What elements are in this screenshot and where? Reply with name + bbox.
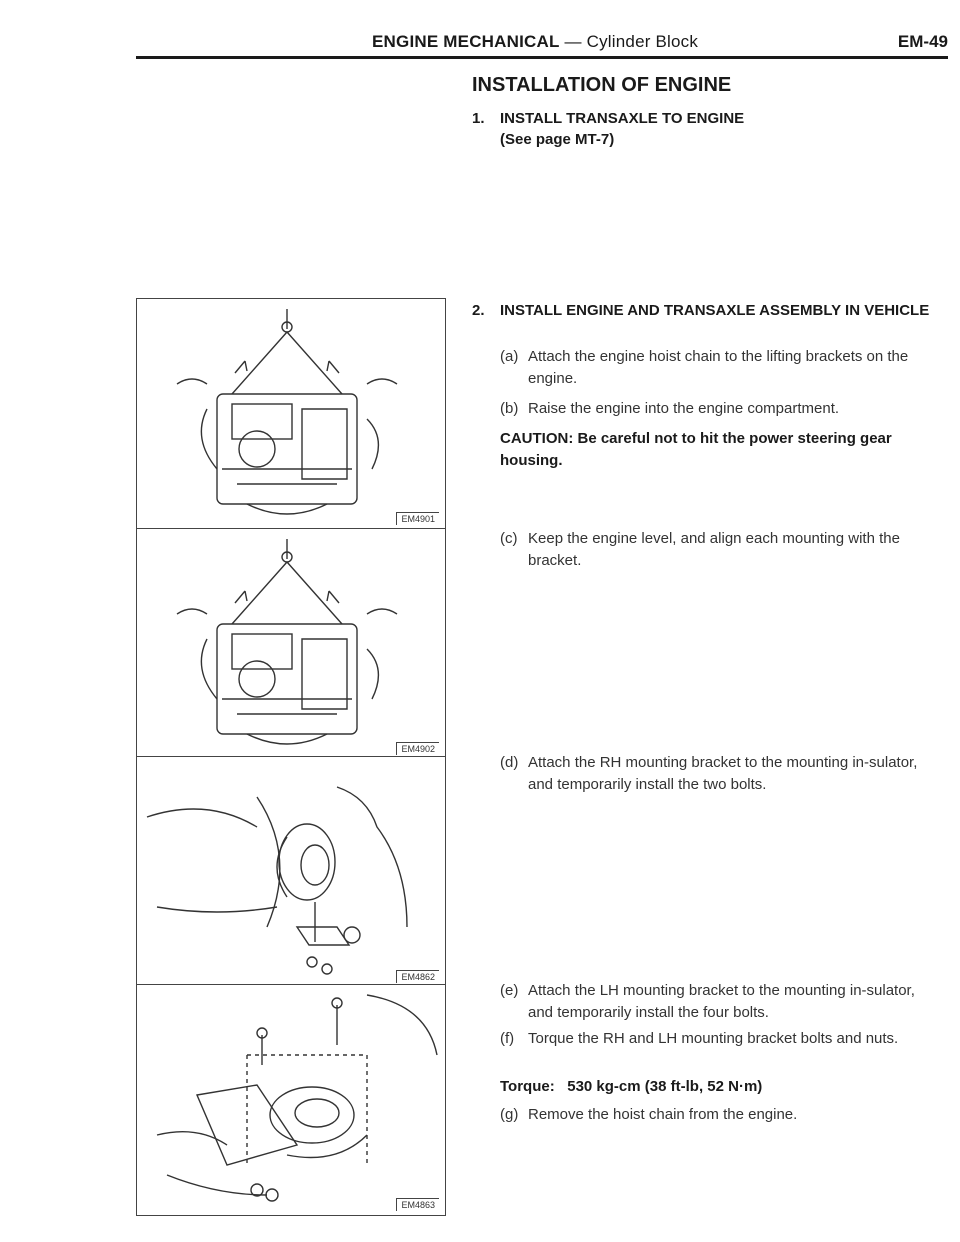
rh-mounting-illustration (137, 757, 445, 987)
step-1-line2: (See page MT-7) (500, 131, 615, 148)
step-1-number: 1. (472, 110, 485, 127)
substep-g-text: Remove the hoist chain from the engine. (528, 1106, 798, 1123)
substep-d-label: (d) (500, 754, 519, 771)
page-header (136, 28, 948, 58)
page-number: EM-49 (897, 32, 948, 51)
torque-value: 530 kg-cm (38 ft-lb, 52 N·m) (567, 1078, 763, 1095)
substep-e-label: (e) (500, 982, 519, 999)
substep-e-text: Attach the LH mounting bracket to the mounting in-sulator, and temporarily install the four bolts. (528, 982, 915, 1021)
caution-text: Be careful not to hit the power steering gear housing. (500, 430, 892, 469)
figure-lh-mount (136, 984, 446, 1216)
engine-hoist-illustration (137, 299, 445, 529)
page-title: INSTALLATION OF ENGINE (472, 74, 732, 96)
section-title-bold: ENGINE MECHANICAL (372, 32, 560, 51)
substep-c-text: Keep the engine level, and align each mounting with the bracket. (528, 530, 900, 569)
section-title-rest: — Cylinder Block (559, 32, 699, 51)
torque-label: Torque: (500, 1078, 555, 1095)
figure-rh-mount (136, 756, 446, 988)
step-1-line1: INSTALL TRANSAXLE TO ENGINE (500, 110, 745, 127)
step-1-text (500, 108, 950, 150)
substep-a-label: (a) (500, 348, 519, 365)
substep-b-label: (b) (500, 400, 519, 417)
substep-b-text: Raise the engine into the engine compartment. (528, 400, 840, 417)
figure-code: EM4862 (396, 970, 439, 983)
engine-hoist-illustration (137, 529, 445, 759)
figure-code: EM4902 (396, 742, 439, 755)
lh-mounting-illustration (137, 985, 445, 1215)
substep-a-text: Attach the engine hoist chain to the lifting brackets on the engine. (528, 348, 909, 387)
caution-note (500, 428, 945, 472)
figure-engine-hoist-2 (136, 528, 446, 760)
substep-d-text: Attach the RH mounting bracket to the mounting in-sulator, and temporarily install the two bolts. (528, 754, 918, 793)
substep-f-text: Torque the RH and LH mounting bracket bolts and nuts. (528, 1030, 899, 1047)
step-2-number: 2. (472, 302, 485, 319)
caution-key: CAUTION: (500, 430, 574, 447)
substep-f-label: (f) (500, 1030, 515, 1047)
section-title (372, 32, 698, 52)
figure-code: EM4863 (396, 1198, 439, 1211)
figure-code: EM4901 (396, 512, 439, 525)
torque-spec (500, 1078, 762, 1095)
figure-engine-hoist-1 (136, 298, 446, 530)
substep-g-label: (g) (500, 1106, 519, 1123)
step-2-text: INSTALL ENGINE AND TRANSAXLE ASSEMBLY IN VEHICLE (500, 302, 930, 319)
header-rule (136, 56, 948, 59)
substep-c-label: (c) (500, 530, 518, 547)
